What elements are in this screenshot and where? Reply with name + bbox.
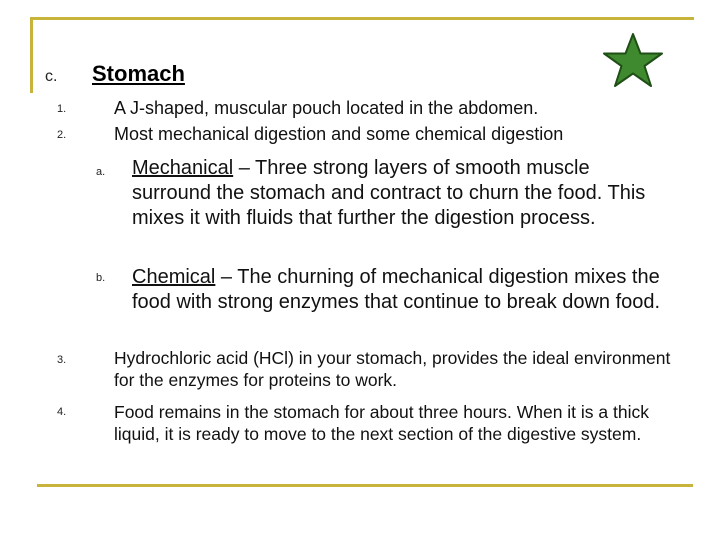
item-text: A J-shaped, muscular pouch located in the abdomen. [114, 98, 539, 118]
item-number: 1. [57, 103, 67, 115]
item-number: 3. [57, 354, 67, 366]
subitem-text [132, 265, 672, 315]
subitem-term: Mechanical [132, 157, 234, 179]
section-marker: c. [45, 68, 58, 85]
item-number: 2. [57, 129, 67, 141]
item-text: Most mechanical digestion and some chemical digestion [114, 124, 564, 144]
subitem-description: – Three strong layers of smooth muscle surround the stomach and contract to churn the food. This mixes it with fluids that further the digestion process. [132, 157, 646, 229]
frame-top-line [30, 17, 694, 20]
item-number: 4. [57, 406, 67, 418]
frame-left-line [30, 17, 33, 93]
subitem-description: – The churning of mechanical digestion mixes the food with strong enzymes that continue to break down food. [132, 266, 661, 313]
subitem-letter: b. [96, 272, 106, 284]
subitem-letter: a. [96, 166, 106, 178]
slide-title: Stomach [92, 61, 185, 86]
item-text: Hydrochloric acid (HCl) in your stomach, provides the ideal environment for the enzymes for proteins to work. [114, 348, 671, 390]
star-icon [602, 32, 664, 88]
subitem-text [132, 156, 672, 231]
frame-bottom-line [37, 484, 693, 487]
item-text: Food remains in the stomach for about three hours. When it is a thick liquid, it is ready to move to the next section of the digestive system. [114, 402, 649, 444]
subitem-term: Chemical [132, 266, 216, 288]
